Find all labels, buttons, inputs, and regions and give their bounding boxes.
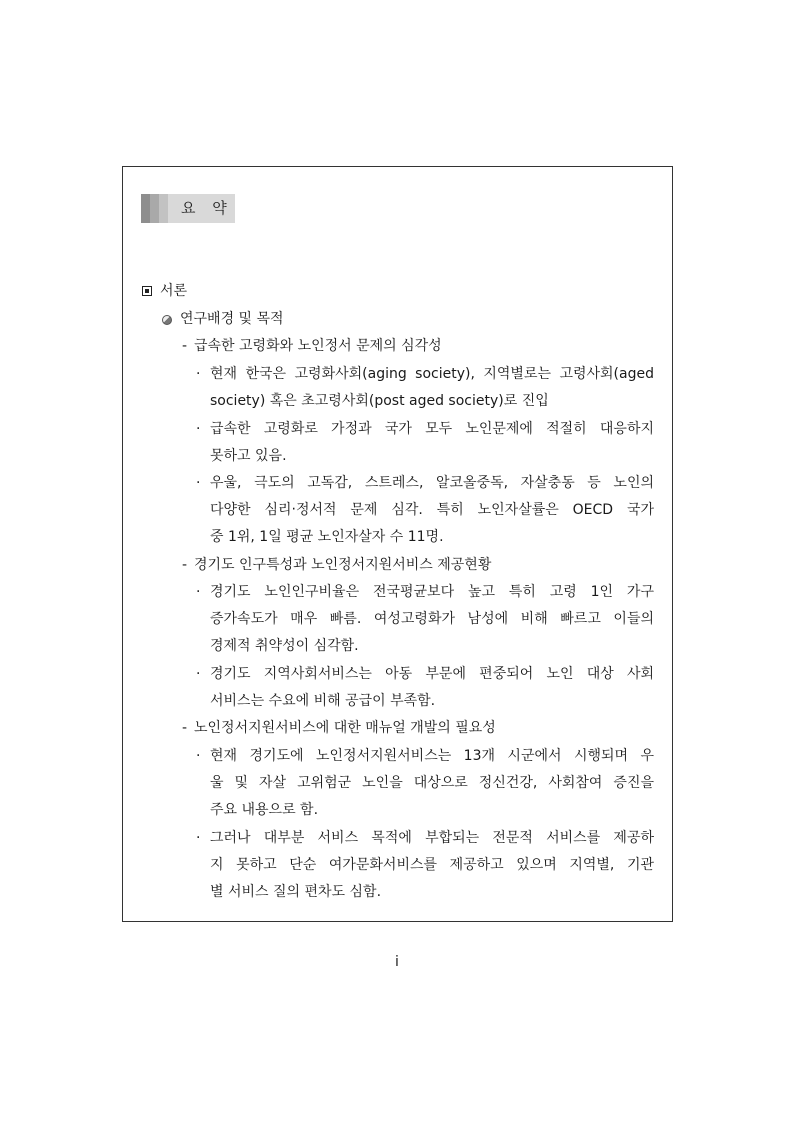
bullet-line: 경제적 취약성이 심각함. [210,638,359,654]
point-heading: 노인정서지원서비스에 대한 매뉴얼 개발의 필요성 [194,720,496,736]
bullet-line: 못하고 있음. [210,448,287,464]
square-bullet-icon [142,286,152,296]
bullet-line: 경기도 노인인구비율은 전국평균보다 높고 특히 고령 1인 가구 [210,584,654,600]
bullet-line: 우울, 극도의 고독감, 스트레스, 알코올중독, 자살충동 등 노인의 [210,475,654,491]
dot-marker: · [196,830,201,846]
dot-marker: · [196,475,201,491]
subsection-title: 연구배경 및 목적 [180,311,284,327]
title-bar-light [159,194,168,223]
summary-title: 요 약 [181,199,233,217]
dash-marker: - [182,720,188,736]
bullet-line: 다양한 심리‧정서적 문제 심각. 특히 노인자살률은 OECD 국가 [210,502,654,518]
dash-marker: - [182,557,188,573]
dot-marker: · [196,366,201,382]
title-bar-dark [141,194,150,223]
dot-marker: · [196,584,201,600]
bullet-line: 지 못하고 단순 여가문화서비스를 제공하고 있으며 지역별, 기관 [210,857,654,873]
bullet-line: 급속한 고령화로 가정과 국가 모두 노인문제에 적절히 대응하지 [210,421,654,437]
summary-title-box [141,194,235,223]
bullet-line: 증가속도가 매우 빠름. 여성고령화가 남성에 비해 빠르고 이들의 [210,611,654,627]
point-heading: 급속한 고령화와 노인정서 문제의 심각성 [194,338,442,354]
dot-marker: · [196,666,201,682]
bullet-line: 서비스는 수요에 비해 공급이 부족함. [210,693,436,709]
bullet-line: 그러나 대부분 서비스 목적에 부합되는 전문적 서비스를 제공하 [210,830,654,846]
bullet-line: 울 및 자살 고위험군 노인을 대상으로 정신건강, 사회참여 증진을 [210,775,654,791]
page-number: i [395,954,399,970]
dot-marker: · [196,748,201,764]
bullet-line: 현재 한국은 고령화사회(aging society), 지역별로는 고령사회(aged [210,366,654,382]
bullet-line: 현재 경기도에 노인정서지원서비스는 13개 시군에서 시행되며 우 [210,748,654,764]
bullet-line: 주요 내용으로 함. [210,802,319,818]
point-heading: 경기도 인구특성과 노인정서지원서비스 제공현황 [194,557,492,573]
title-bar-mid [150,194,159,223]
bullet-line: 별 서비스 질의 편차도 심함. [210,884,382,900]
bullet-line: 경기도 지역사회서비스는 아동 부문에 편중되어 노인 대상 사회 [210,666,654,682]
dot-marker: · [196,421,201,437]
dash-marker: - [182,338,188,354]
section-title: 서론 [160,283,188,299]
bullet-line: 중 1위, 1일 평균 노인자살자 수 11명. [210,529,444,545]
circle-bullet-icon [162,315,172,325]
bullet-line: society) 혹은 초고령사회(post aged society)로 진입 [210,393,549,409]
